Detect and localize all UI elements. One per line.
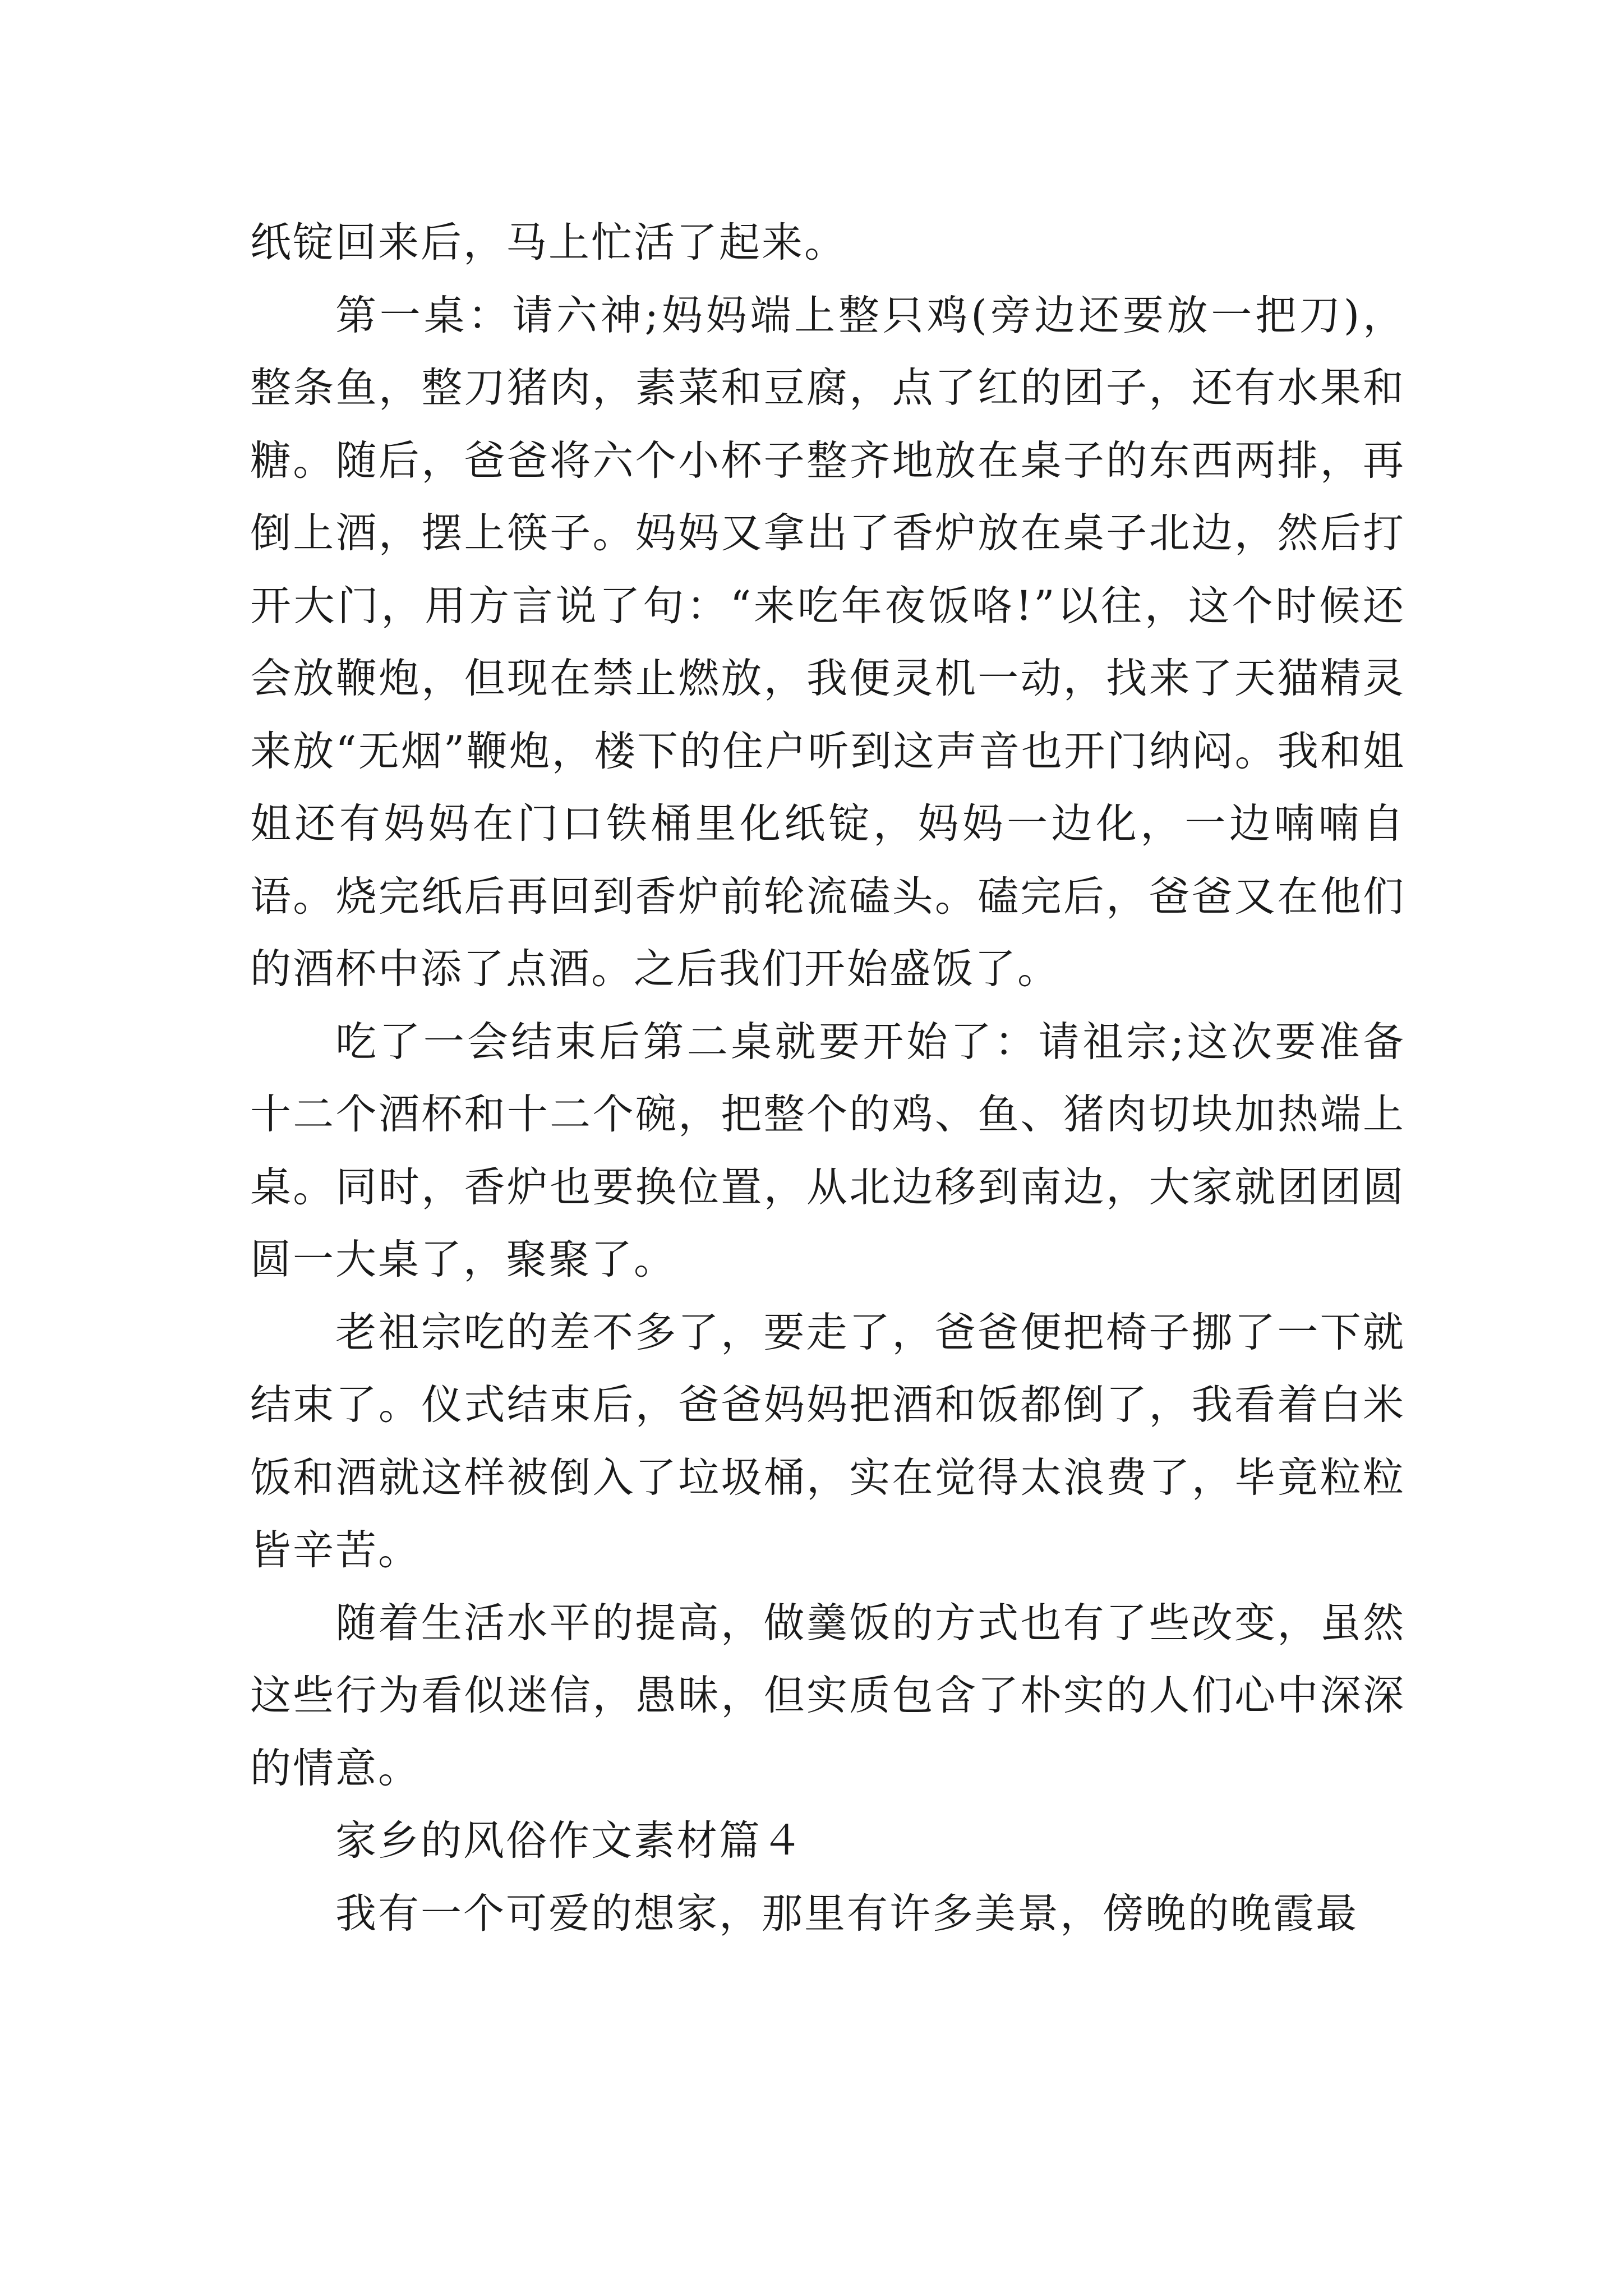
paragraph-second-table: 吃了一会结束后第二桌就要开始了：请祖宗;这次要准备十二个酒杯和十二个碗，把整个的鸡、鱼、猪肉切块加热端上桌。同时，香炉也要换位置，从北边移到南边，大家就团团圆圆一大桌了，聚聚了。 xyxy=(250,1018,1405,1283)
section-heading: 家乡的风俗作文素材篇４ xyxy=(335,1817,804,1865)
paragraph-conclusion: 随着生活水平的提高，做羹饭的方式也有了些改变，虽然这些行为看似迷信，愚昧，但实质包含了朴实的人们心中深深的情意。 xyxy=(250,1599,1405,1792)
paragraph-hometown: 我有一个可爱的想家，那里有许多美景，傍晚的晚霞最 xyxy=(335,1889,1358,1938)
document-body xyxy=(250,206,1405,1950)
paragraph-continuation: 纸锭回来后，马上忙活了起来。 xyxy=(250,219,847,266)
paragraph-first-table: 第一桌：请六神;妈妈端上整只鸡(旁边还要放一把刀)，整条鱼，整刀猪肉，素菜和豆腐，点了红的团子，还有水果和糖。随后，爸爸将六个小杯子整齐地放在桌子的东西两排，再倒上酒，摆上筷子。妈妈又拿出了香炉放在桌子北边，然后打开大门，用方言说了句：“来吃年夜饭咯!”以往，这个时候还会放鞭炮，但现在禁止燃放，我便灵机一动，找来了天猫精灵来放“无烟”鞭炮，楼下的住户听到这声音也开门纳闷。我和姐姐还有妈妈在门口铁桶里化纸锭，妈妈一边化，一边喃喃自语。烧完纸后再回到香炉前轮流磕头。磕完后，爸爸又在他们的酒杯中添了点酒。之后我们开始盛饭了。 xyxy=(250,291,1405,993)
paragraph-ancestors-leave: 老祖宗吃的差不多了，要走了，爸爸便把椅子挪了一下就结束了。仪式结束后，爸爸妈妈把酒和饭都倒了，我看着白米饭和酒就这样被倒入了垃圾桶，实在觉得太浪费了，毕竟粒粒皆辛苦。 xyxy=(250,1308,1405,1574)
